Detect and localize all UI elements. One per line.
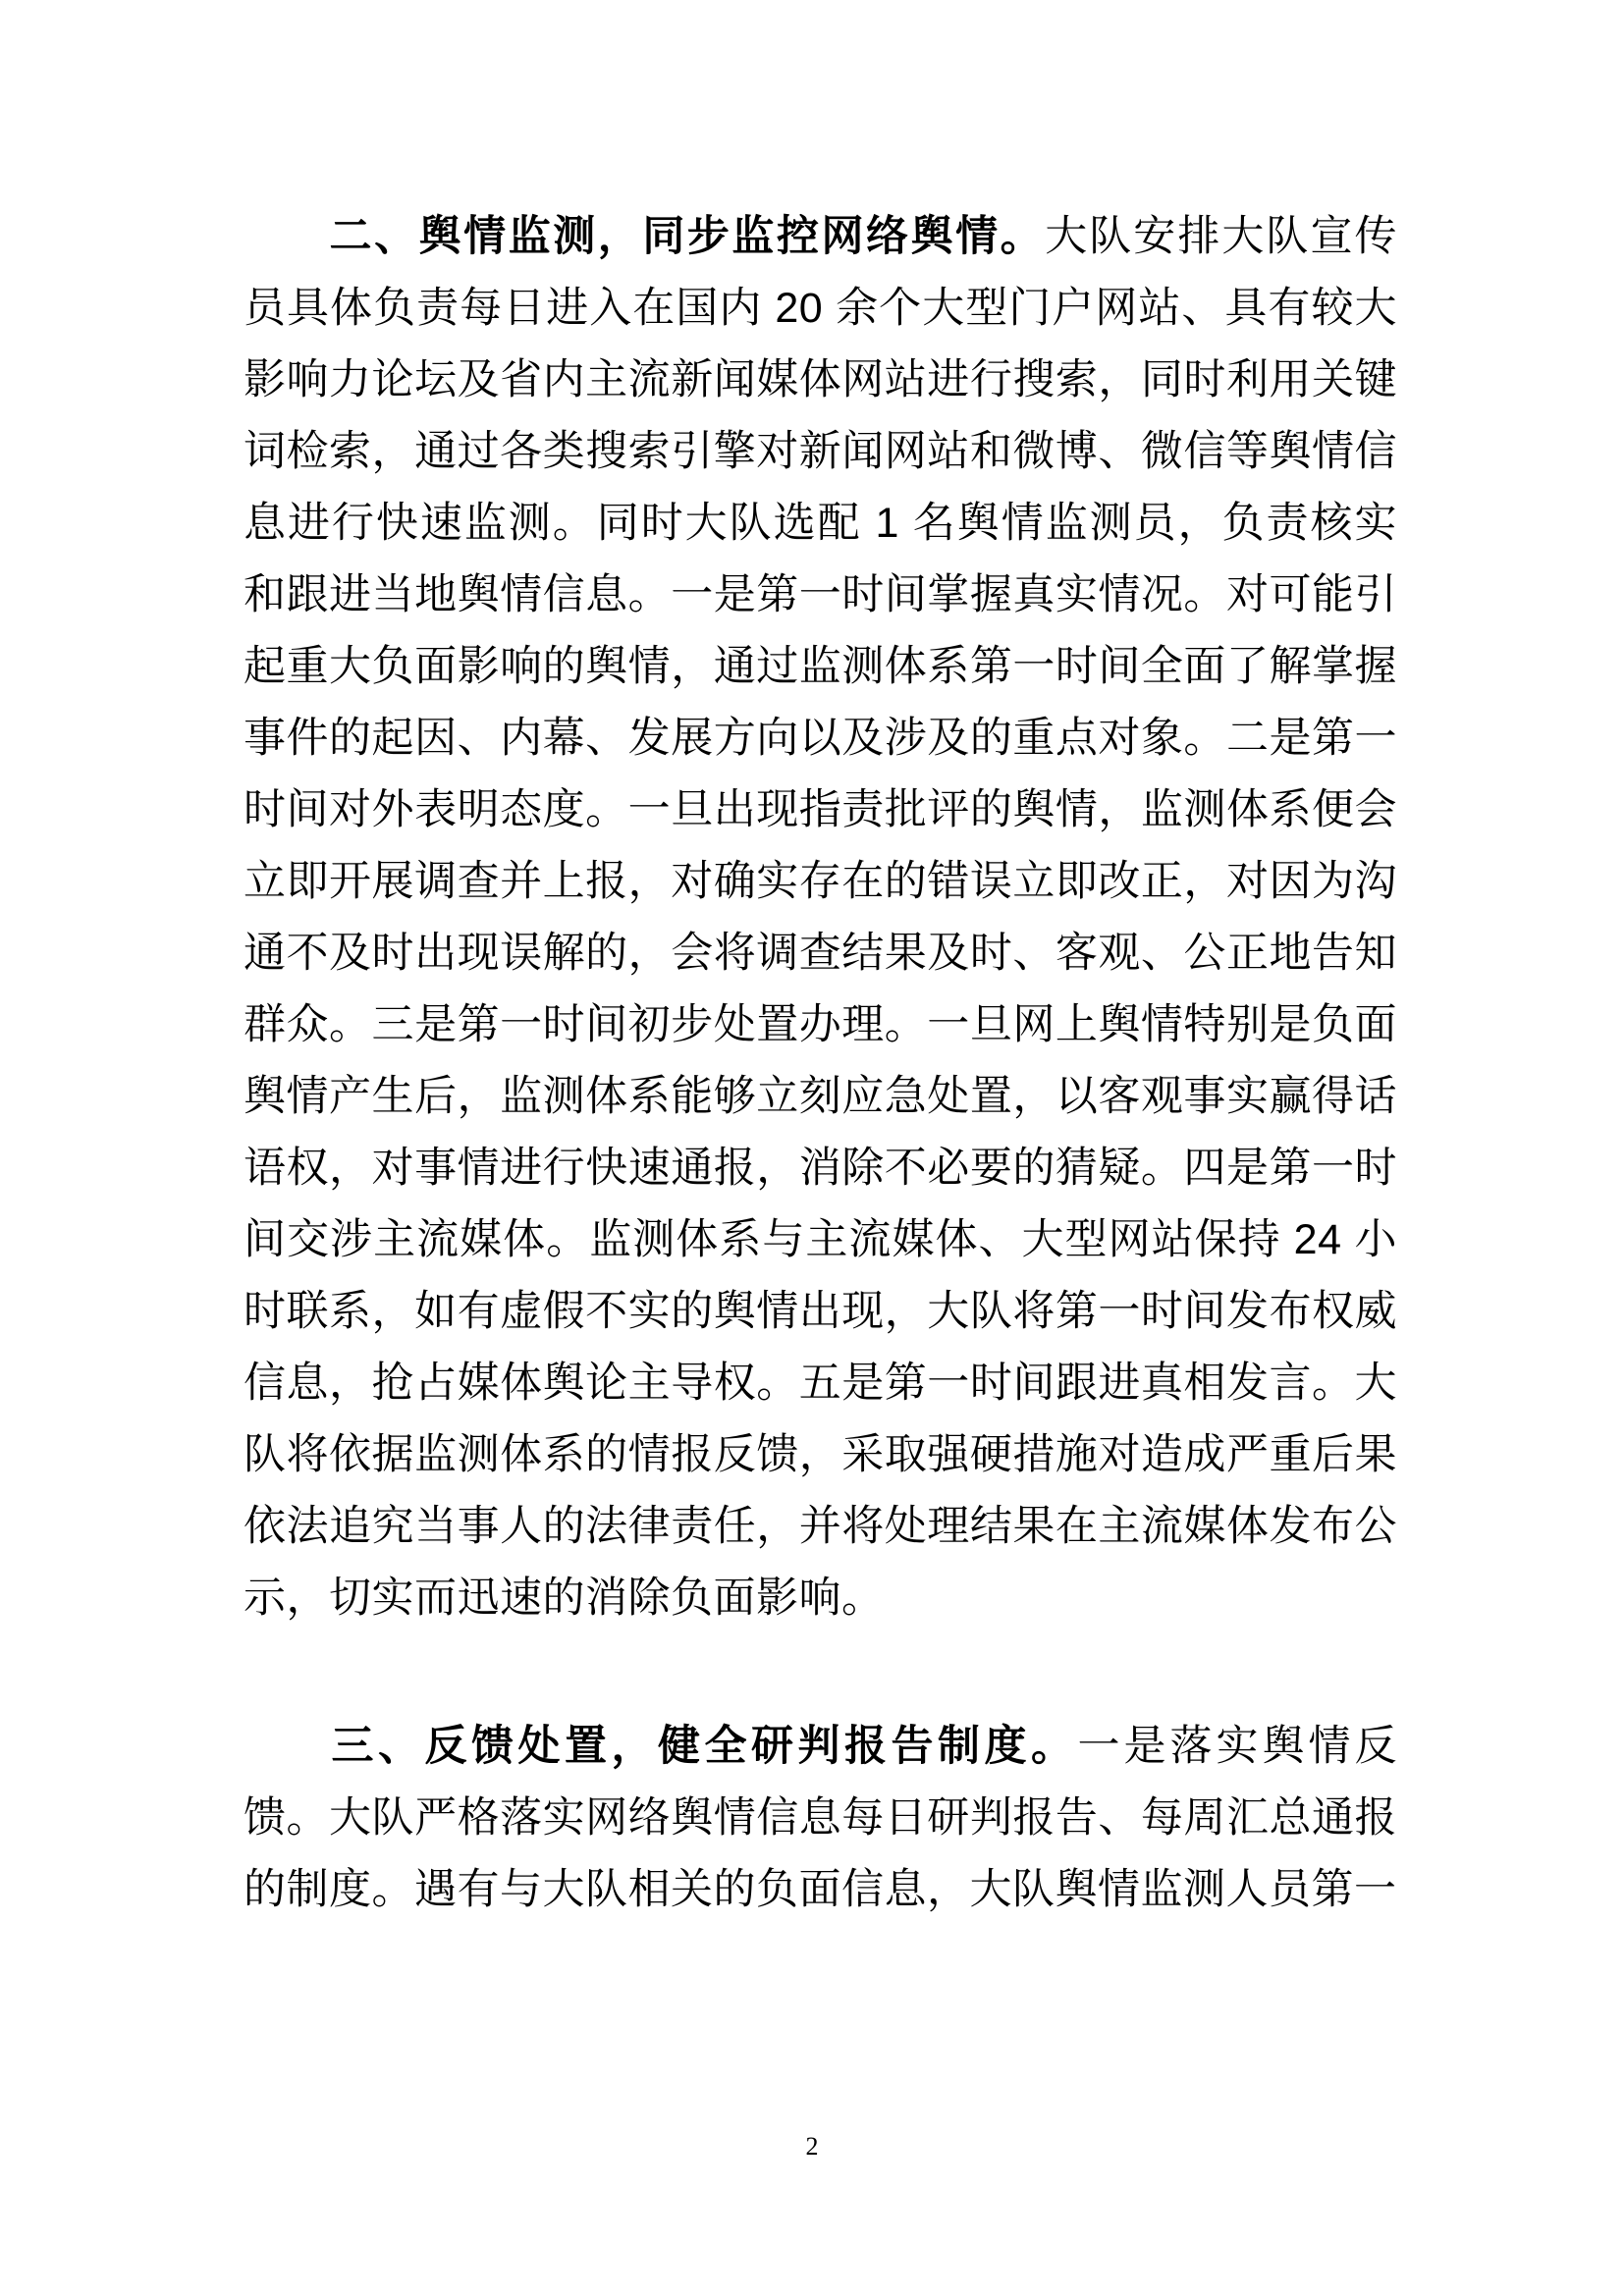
paragraph-spacer — [244, 1634, 1397, 1711]
section-two-heading: 二、舆情监测，同步监控网络舆情。 — [328, 213, 1046, 260]
section-two-body: 大队安排大队宣传员具体负责每日进入在国内 20 余个大型门户网站、具有较大影响力论坛及省内主流新闻媒体网站进行搜索，同时利用关键词检索，通过各类搜索引擎对新闻网站和微博、微信等舆情信息进行快速监测。同时大队选配 1 名舆情监测员，负责核实和跟进当地舆情信息。一是第一时间掌握真实情况。对可能引起重大负面影响的舆情，通过监测体系第一时间全面了解掌握事件的起因、内幕、发展方向以及涉及的重点对象。二是第一时间对外表明态度。一旦出现指责批评的舆情，监测体系便会立即开展调查并上报，对确实存在的错误立即改正，对因为沟通不及时出现误解的，会将调查结果及时、客观、公正地告知群众。三是第一时间初步处置办理。一旦网上舆情特别是负面舆情产生后，监测体系能够立刻应急处置，以客观事实赢得话语权，对事情进行快速通报，消除不必要的猜疑。四是第一时间交涉主流媒体。监测体系与主流媒体、大型网站保持 24 小时联系，如有虚假不实的舆情出现，大队将第一时间发布权威信息，抢占媒体舆论主导权。五是第一时间跟进真相发言。大队将依据监测体系的情报反馈，采取强硬措施对造成严重后果依法追究当事人的法律责任，并将处理结果在主流媒体发布公示，切实而迅速的消除负面影响。 — [244, 213, 1398, 1622]
page-number: 2 — [805, 2132, 819, 2161]
paragraph-section-three — [244, 1711, 1397, 1926]
document-body — [244, 201, 1397, 1926]
paragraph-section-two — [244, 201, 1397, 1634]
section-three-body: 一是落实舆情反馈。大队严格落实网络舆情信息每日研判报告、每周汇总通报的制度。遇有与大队相关的负面信息，大队舆情监测人员第一 — [244, 1723, 1397, 1913]
section-three-heading: 三、反馈处置，健全研判报告制度。 — [328, 1723, 1078, 1770]
